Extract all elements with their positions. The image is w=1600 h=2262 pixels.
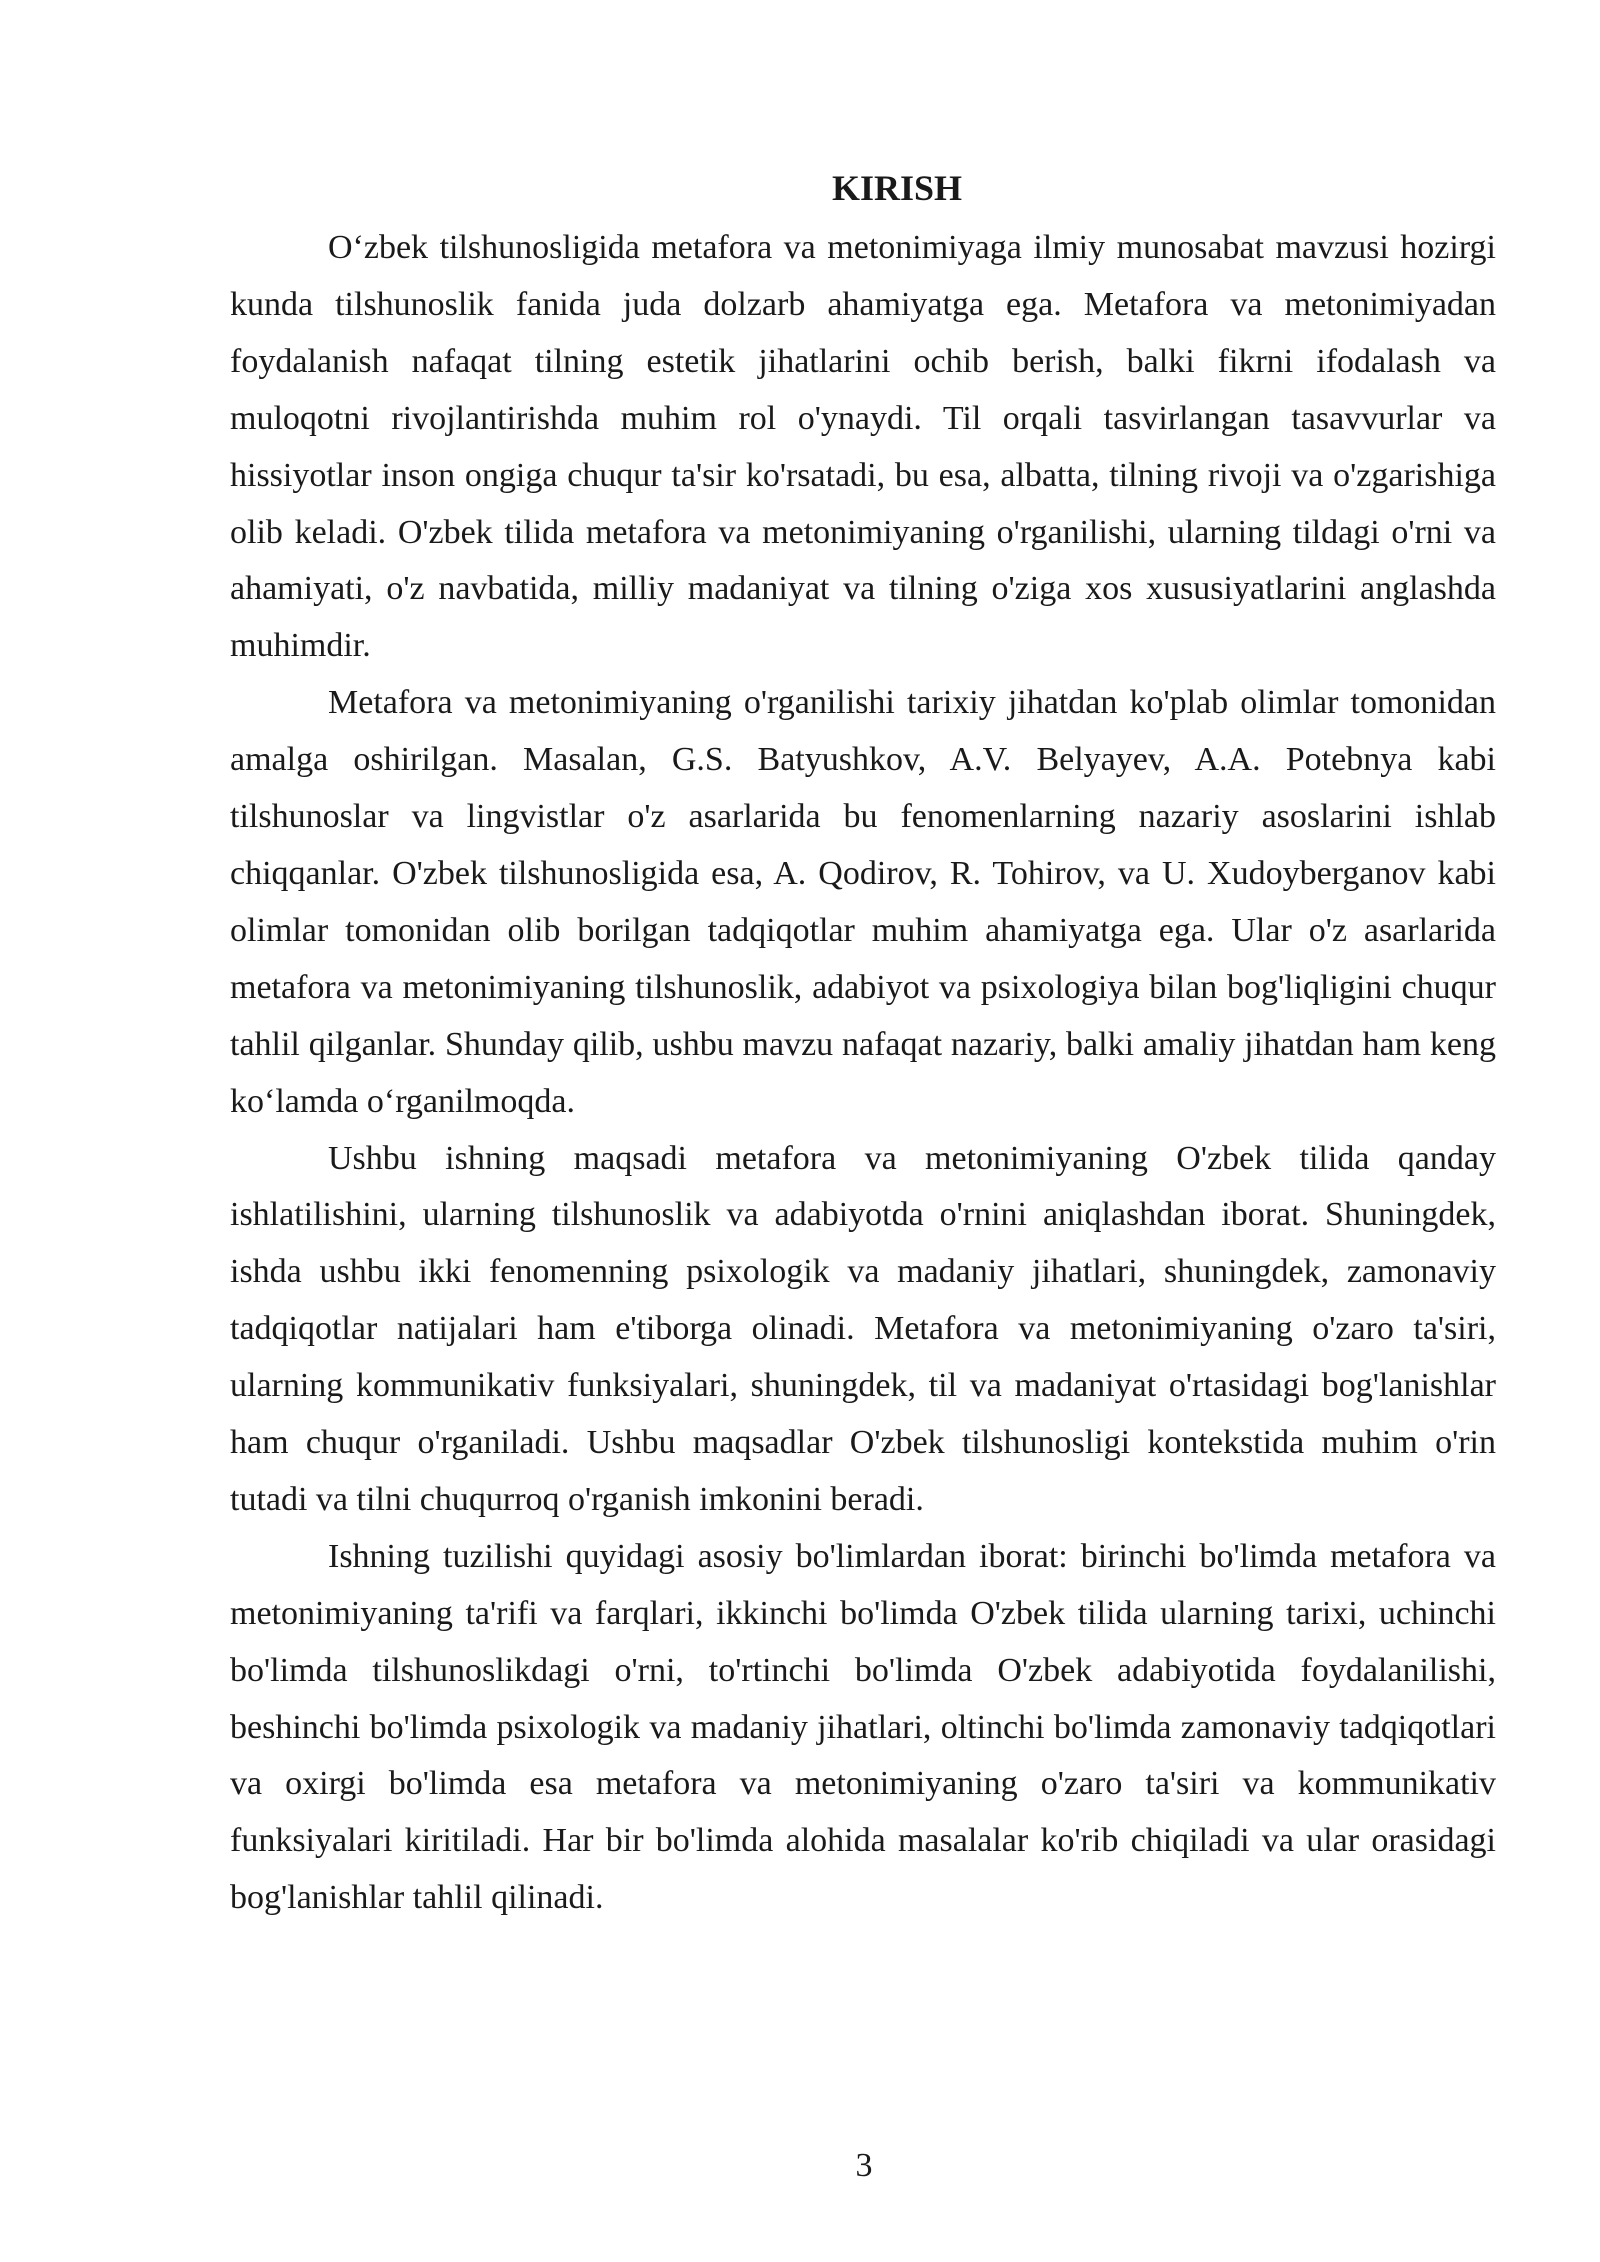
page-number: 3 [855, 2147, 873, 2184]
paragraph-3: Ushbu ishning maqsadi metafora va metonimiyaning O'zbek tilida qanday ishlatilishini, ularning tilshunoslik va adabiyotda o'rnini aniqlashdan iborat. Shuningdek, ishda ushbu ikki fenomenning psixologik va madaniy jihatlari, shuningdek, zamonaviy tadqiqotlar natijalari ham e'tiborga olinadi. Metafora va metonimiyaning o'zaro ta'siri, ularning kommunikativ funksiyalari, shuningdek, til va madaniyat o'rtasidagi bog'lanishlar ham chuqur o'rganiladi. Ushbu maqsadlar O'zbek tilshunosligi kontekstida muhim o'rin tutadi va tilni chuqurroq o'rganish imkonini beradi. [230, 1139, 1496, 1518]
paragraph-4: Ishning tuzilishi quyidagi asosiy bo'limlardan iborat: birinchi bo'limda metafora va metonimiyaning ta'rifi va farqlari, ikkinchi bo'limda O'zbek tilida ularning tarixi, uchinchi bo'limda tilshunoslikdagi o'rni, to'rtinchi bo'limda O'zbek adabiyotida foydalanilishi, beshinchi bo'limda psixologik va madaniy jihatlari, oltinchi bo'limda zamonaviy tadqiqotlari va oxirgi bo'limda esa metafora va metonimiyaning o'zaro ta'siri va kommunikativ funksiyalari kiritiladi. Har bir bo'limda alohida masalalar ko'rib chiqiladi va ular orasidagi bog'lanishlar tahlil qilinadi. [230, 1537, 1496, 1917]
paragraph-1: O‘zbek tilshunosligida metafora va metonimiyaga ilmiy munosabat mavzusi hozirgi kunda tilshunoslik fanida juda dolzarb ahamiyatga ega. Metafora va metonimiyadan foydalanish nafaqat tilning estetik jihatlarini ochib berish, balki fikrni ifodalash va muloqotni rivojlantirishda muhim rol o'ynaydi. Til orqali tasvirlangan tasavvurlar va hissiyotlar inson ongiga chuqur ta'sir ko'rsatadi, bu esa, albatta, tilning rivoji va o'zgarishiga olib keladi. O'zbek tilida metafora va metonimiyaning o'rganilishi, ularning tildagi o'rni va ahamiyati, o'z navbatida, milliy madaniyat va tilning o'ziga xos xususiyatlarini anglashda muhimdir. [230, 229, 1496, 665]
paragraph-2: Metafora va metonimiyaning o'rganilishi tarixiy jihatdan ko'plab olimlar tomonidan amalga oshirilgan. Masalan, G.S. Batyushkov, A.V. Belyayev, A.A. Potebnya kabi tilshunoslar va lingvistlar o'z asarlarida bu fenomenlarning nazariy asoslarini ishlab chiqqanlar. O'zbek tilshunosligida esa, A. Qodirov, R. Tohirov, va U. Xudoyberganov kabi olimlar tomonidan olib borilgan tadqiqotlar muhim ahamiyatga ega. Ular o'z asarlarida metafora va metonimiyaning tilshunoslik, adabiyot va psixologiya bilan bog'liqligini chuqur tahlil qilganlar. Shunday qilib, ushbu mavzu nafaqat nazariy, balki amaliy jihatdan ham keng ko‘lamda o‘rganilmoqda. [230, 684, 1496, 1120]
section-title: KIRISH [831, 168, 963, 208]
document-page [230, 160, 1496, 1927]
